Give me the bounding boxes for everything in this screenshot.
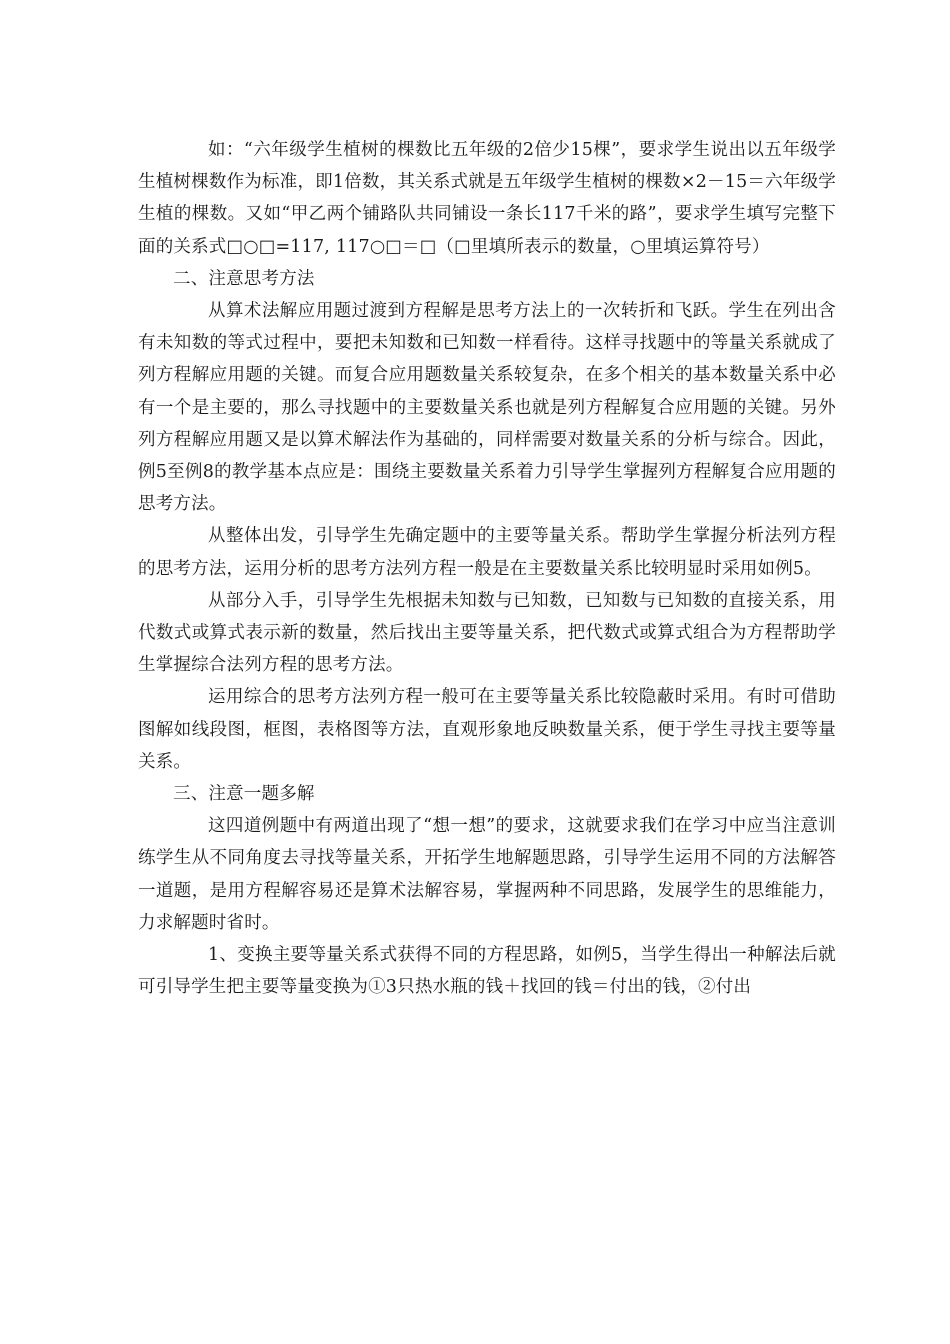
paragraph-example-relations: 如：“六年级学生植树的棵数比五年级的2倍少15棵”，要求学生说出以五年级学生植树棵数作为标准，即1倍数，其关系式就是五年级学生植树的棵数×2－15＝六年级学生植的棵数。又如“甲乙两个铺路队共同铺设一条长117千米的路”，要求学生填写完整下面的关系式□○□=117, 117○□＝□（□里填所表示的数量，○里填运算符号） bbox=[138, 140, 836, 257]
heading-thinking-method: 二、注意思考方法 bbox=[173, 268, 315, 289]
paragraph-arithmetic-to-equation: 从算术法解应用题过渡到方程解是思考方法上的一次转折和飞跃。学生在列出含有未知数的等式过程中，要把未知数和已知数一样看待。这样寻找题中的等量关系就成了列方程解应用题的关键。而复合应用题数量关系较复杂，在多个相关的基本数量关系中必有一个是主要的，那么寻找题中的主要数量关系也就是列方程解复合应用题的关键。另外列方程解应用题又是以算术解法作为基础的，同样需要对数量关系的分析与综合。因此，例5至例8的教学基本点应是：围绕主要数量关系着力引导学生掌握列方程解复合应用题的思考方法。 bbox=[138, 301, 836, 515]
paragraph-transform-relations: 1、变换主要等量关系式获得不同的方程思路，如例5，当学生得出一种解法后就可引导学生把主要等量变换为①3只热水瓶的钱＋找回的钱＝付出的钱，②付出 bbox=[138, 945, 836, 998]
heading-multiple-solutions: 三、注意一题多解 bbox=[173, 784, 315, 805]
document-page bbox=[138, 134, 836, 1003]
paragraph-diagram-method: 运用综合的思考方法列方程一般可在主要等量关系比较隐蔽时采用。有时可借助图解如线段图，框图，表格图等方法，直观形象地反映数量关系，便于学生寻找主要等量关系。 bbox=[138, 687, 836, 772]
paragraph-think-about-it: 这四道例题中有两道出现了“想一想”的要求，这就要求我们在学习中应当注意训练学生从不同角度去寻找等量关系，开拓学生地解题思路，引导学生运用不同的方法解答一道题，是用方程解容易还是算术法解容易，掌握两种不同思路，发展学生的思维能力，力求解题时省时。 bbox=[138, 816, 836, 933]
paragraph-synthesis-method: 从部分入手，引导学生先根据未知数与已知数，已知数与已知数的直接关系，用代数式或算式表示新的数量，然后找出主要等量关系，把代数式或算式组合为方程帮助学生掌握综合法列方程的思考方法。 bbox=[138, 590, 836, 676]
paragraph-analysis-method: 从整体出发，引导学生先确定题中的主要等量关系。帮助学生掌握分析法列方程的思考方法，运用分析的思考方法列方程一般是在主要数量关系比较明显时采用如例5。 bbox=[138, 526, 836, 579]
